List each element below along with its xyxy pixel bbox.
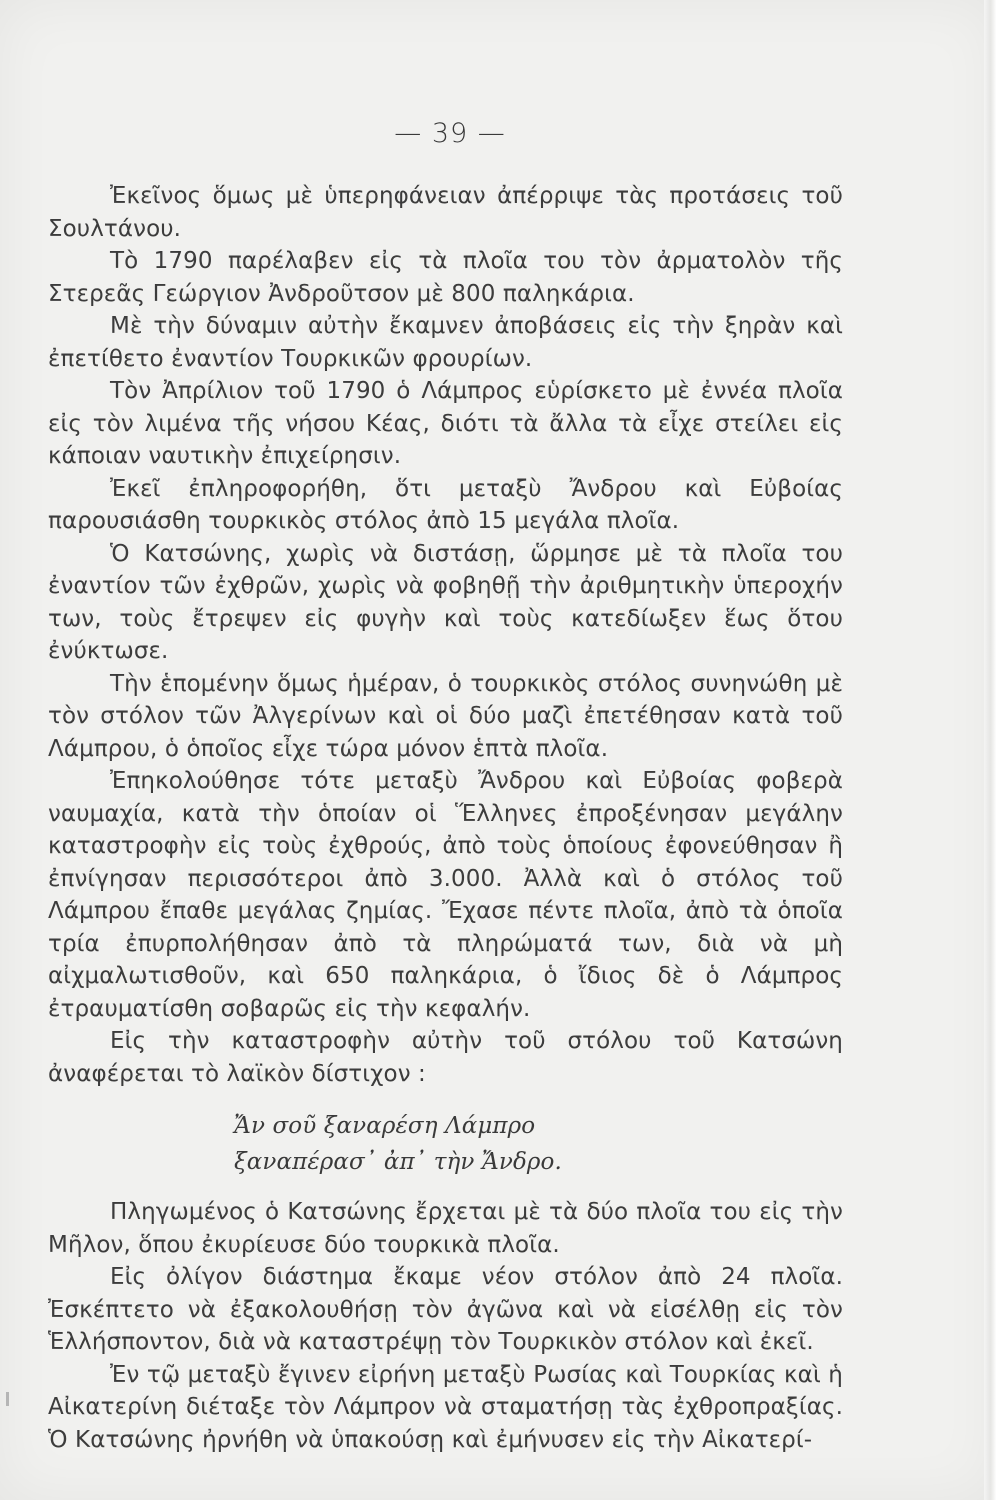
page-edge [984, 0, 996, 1500]
paragraph: Τὴν ἑπομένην ὅμως ἡμέραν, ὁ τουρκικὸς στόλος συνηνώθη μὲ τὸν στόλον τῶν Ἀλγερίνων καὶ οἱ δύο μαζὶ ἐπετέθησαν κατὰ τοῦ Λάμπρου, ὁ ὁποῖος εἶχε τώρα μόνον ἑπτὰ πλοῖα. [48, 670, 843, 762]
paragraph: Εἰς τὴν καταστροφὴν αὐτὴν τοῦ στόλου τοῦ Κατσώνη ἀναφέρεται τὸ λαϊκὸν δίστιχον : [48, 1028, 843, 1087]
margin-mark [6, 1392, 9, 1406]
paragraph: Μὲ τὴν δύναμιν αὐτὴν ἔκαμνεν ἀποβάσεις εἰς τὴν ξηρὰν καὶ ἐπετίθετο ἐναντίον Τουρκικῶν φρουρίων. [48, 313, 843, 372]
paragraph: Τὸν Ἀπρίλιον τοῦ 1790 ὁ Λάμπρος εὑρίσκετο μὲ ἐννέα πλοῖα εἰς τὸν λιμένα τῆς νήσου Κέας, διότι τὰ ἄλλα τὰ εἶχε στείλει εἰς κάποιαν ναυτικὴν ἐπιχείρησιν. [48, 378, 843, 469]
paragraph: Πληγωμένος ὁ Κατσώνης ἔρχεται μὲ τὰ δύο πλοῖα του εἰς τὴν Μῆλον, ὅπου ἐκυρίευσε δύο τουρκικὰ πλοῖα. [48, 1199, 843, 1258]
folk-couplet [234, 1108, 843, 1180]
couplet-line: ξαναπέρασ᾽ ἀπ᾽ τὴν Ἄνδρο. [234, 1149, 562, 1175]
paragraph: Ἐν τῷ μεταξὺ ἔγινεν εἰρήνη μεταξὺ Ρωσίας καὶ Τουρκίας καὶ ἡ Αἰκατερίνη διέταξε τὸν Λάμπρον νὰ σταματήσῃ τὰς ἐχθροπραξίας. Ὁ Κατσώνης ἠρνήθη νὰ ὑπακούσῃ καὶ ἐμήνυσεν εἰς τὴν Αἰκατερί- [48, 1361, 843, 1453]
paragraph: Ἐκεῖ ἐπληροφορήθη, ὅτι μεταξὺ Ἄνδρου καὶ Εὐβοίας παρουσιάσθη τουρκικὸς στόλος ἀπὸ 15 μεγάλα πλοῖα. [48, 475, 843, 534]
couplet-line: Ἄν σοῦ ξαναρέση Λάμπρο [234, 1113, 536, 1139]
page-number: — 39 — [394, 118, 506, 149]
paragraph: Εἰς ὀλίγον διάστημα ἔκαμε νέον στόλον ἀπὸ 24 πλοῖα. Ἐσκέπτετο νὰ ἐξακολουθήσῃ τὸν ἀγῶνα καὶ νὰ εἰσέλθῃ εἰς τὸν Ἑλλήσποντον, διὰ νὰ καταστρέψῃ τὸν Τουρκικὸν στόλον καὶ ἐκεῖ. [48, 1264, 843, 1355]
paragraph: Ἐκεῖνος ὅμως μὲ ὑπερηφάνειαν ἀπέρριψε τὰς προτάσεις τοῦ Σουλτάνου. [48, 183, 843, 242]
paragraph: Ὁ Κατσώνης, χωρὶς νὰ διστάσῃ, ὥρμησε μὲ τὰ πλοῖα του ἐναντίον τῶν ἐχθρῶν, χωρὶς νὰ φοβηθῇ τὴν ἀριθμητικὴν ὑπεροχήν των, τοὺς ἔτρεψεν εἰς φυγὴν καὶ τοὺς κατεδίωξεν ἕως ὅτου ἐνύκτωσε. [48, 540, 843, 664]
body-text [48, 180, 843, 1456]
paragraph: Ἐπηκολούθησε τότε μεταξὺ Ἄνδρου καὶ Εὐβοίας φοβερὰ ναυμαχία, κατὰ τὴν ὁποίαν οἱ Ἕλληνες ἐπροξένησαν μεγάλην καταστροφὴν εἰς τοὺς ἐχθρούς, ἀπὸ τοὺς ὁποίους ἐφονεύθησαν ἢ ἐπνίγησαν περισσότεροι ἀπὸ 3.000. Ἀλλὰ καὶ ὁ στόλος τοῦ Λάμπρου ἔπαθε μεγάλας ζημίας. Ἔχασε πέντε πλοῖα, ἀπὸ τὰ ὁποῖα τρία ἐπυρπολήθησαν ἀπὸ τὰ πληρώματά των, διὰ νὰ μὴ αἰχμαλωτισθοῦν, καὶ 650 παληκάρια, ὁ ἴδιος δὲ ὁ Λάμπρος ἐτραυματίσθη σοβαρῶς εἰς τὴν κεφαλήν. [48, 768, 843, 1022]
paragraph: Τὸ 1790 παρέλαβεν εἰς τὰ πλοῖα του τὸν ἀρματολὸν τῆς Στερεᾶς Γεώργιον Ἀνδροῦτσον μὲ 800 παληκάρια. [48, 248, 843, 307]
